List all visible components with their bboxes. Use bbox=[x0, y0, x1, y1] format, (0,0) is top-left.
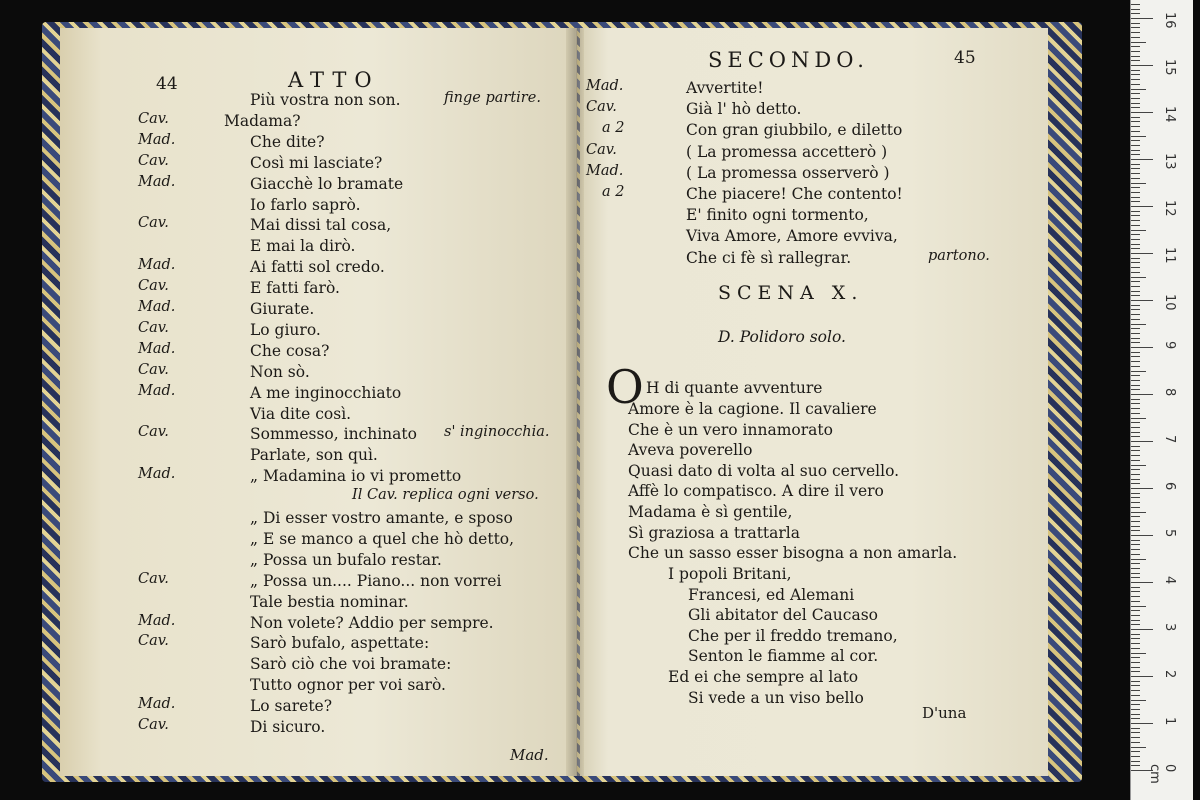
ruler-tick bbox=[1131, 244, 1140, 245]
ruler-tick bbox=[1131, 465, 1146, 466]
ruler-tick bbox=[1131, 267, 1140, 268]
ruler-label: 14 bbox=[1162, 106, 1177, 123]
ruler-tick bbox=[1131, 638, 1140, 639]
stage-direction: finge partire. bbox=[444, 90, 541, 106]
ruler-tick bbox=[1131, 606, 1146, 607]
ruler-tick bbox=[1131, 168, 1140, 169]
ruler-tick bbox=[1131, 277, 1146, 278]
ruler-tick bbox=[1131, 728, 1140, 729]
ruler-tick bbox=[1131, 27, 1140, 28]
ruler-tick bbox=[1131, 436, 1140, 437]
ruler-tick bbox=[1131, 117, 1140, 118]
verse-line: Viva Amore, Amore evviva, bbox=[686, 227, 898, 246]
ruler-tick bbox=[1131, 479, 1140, 480]
ruler-tick bbox=[1131, 37, 1140, 38]
ruler-tick bbox=[1131, 291, 1140, 292]
speaker-label: Cav. bbox=[138, 717, 169, 733]
ruler-tick bbox=[1131, 74, 1140, 75]
prose-line: Affè lo compatisco. A dire il vero bbox=[628, 482, 884, 501]
verse-line: Di sicuro. bbox=[250, 718, 326, 736]
verse-line: Giacchè lo bramate bbox=[250, 174, 404, 193]
left-page-header: ATTO bbox=[288, 68, 380, 92]
ruler-tick bbox=[1131, 474, 1140, 475]
ruler-tick bbox=[1131, 427, 1140, 428]
ruler-tick bbox=[1131, 230, 1146, 231]
verse-line: Mai dissi tal cosa, bbox=[250, 216, 392, 235]
speaker-label: Cav. bbox=[138, 215, 169, 232]
verse-line: Sommesso, inchinato bbox=[250, 425, 417, 444]
ruler-tick bbox=[1131, 89, 1146, 90]
ruler-tick bbox=[1131, 352, 1140, 353]
ruler-tick bbox=[1131, 723, 1153, 724]
verse-line: E fatti farò. bbox=[250, 279, 340, 298]
ruler-tick bbox=[1131, 342, 1140, 343]
verse-line: Lo giuro. bbox=[250, 320, 321, 339]
speaker-label: a 2 bbox=[602, 184, 625, 200]
verse-line: Che cosa? bbox=[250, 341, 330, 360]
verse-line: Non volete? Addio per sempre. bbox=[250, 613, 494, 632]
ruler-tick bbox=[1131, 455, 1140, 456]
ruler-tick bbox=[1131, 493, 1140, 494]
ruler-tick bbox=[1131, 544, 1140, 545]
ruler-label: 9 bbox=[1162, 341, 1177, 350]
ruler-label: 12 bbox=[1162, 200, 1177, 217]
ruler-tick bbox=[1131, 450, 1140, 451]
ruler-tick bbox=[1131, 375, 1140, 376]
ruler-tick bbox=[1131, 629, 1153, 630]
speaker-label: Mad. bbox=[138, 466, 176, 483]
verse-line: ( La promessa osserverò ) bbox=[686, 163, 890, 182]
ruler-tick bbox=[1131, 408, 1140, 409]
ruler-tick bbox=[1131, 732, 1140, 733]
speaker-label: Cav. bbox=[586, 141, 617, 158]
speaker-label: a 2 bbox=[602, 120, 625, 137]
speaker-label: Mad. bbox=[138, 131, 176, 148]
verse-line: Che piacere! Che contento! bbox=[686, 185, 903, 203]
measuring-ruler bbox=[1130, 0, 1193, 800]
verse-line: I popoli Britani, bbox=[668, 565, 792, 583]
speaker-label: Cav. bbox=[138, 152, 169, 169]
ruler-tick bbox=[1131, 662, 1140, 663]
verse-line: Che per il freddo tremano, bbox=[688, 626, 898, 645]
speaker-label: Cav. bbox=[586, 99, 617, 116]
speaker-label: Cav. bbox=[138, 361, 169, 378]
ruler-tick bbox=[1131, 751, 1140, 752]
ruler-tick bbox=[1131, 610, 1140, 611]
speaker-label: Cav. bbox=[138, 633, 169, 650]
ruler-tick bbox=[1131, 742, 1140, 743]
speaker-label: Cav. bbox=[138, 110, 169, 127]
verse-line: ( La promessa accetterò ) bbox=[686, 142, 888, 161]
prose-line: Amore è la cagione. Il cavaliere bbox=[628, 400, 877, 418]
verse-line: Ed ei che sempre al lato bbox=[668, 668, 859, 686]
verse-line: E mai la dirò. bbox=[250, 237, 356, 256]
speaker-label: Cav. bbox=[138, 424, 169, 441]
ruler-tick bbox=[1131, 695, 1140, 696]
verse-line: „ Possa un.... Piano... non vorrei bbox=[250, 571, 502, 590]
right-page-header: SECONDO. bbox=[708, 48, 869, 72]
ruler-tick bbox=[1131, 32, 1140, 33]
speaker-label: Mad. bbox=[138, 299, 176, 315]
ruler-tick bbox=[1131, 432, 1140, 433]
ruler-tick bbox=[1131, 765, 1140, 766]
ruler-tick bbox=[1131, 65, 1153, 66]
ruler-tick bbox=[1131, 187, 1140, 188]
prose-line: Quasi dato di volta al suo cervello. bbox=[628, 461, 900, 480]
verse-line: Sarò ciò che voi bramate: bbox=[250, 655, 452, 674]
verse-line: „ E se manco a quel che hò detto, bbox=[250, 529, 515, 548]
ruler-tick bbox=[1131, 107, 1140, 108]
speaker-label: Mad. bbox=[138, 382, 176, 399]
ruler-tick bbox=[1131, 563, 1140, 564]
prose-line: Aveva poverello bbox=[628, 441, 753, 460]
ruler-tick bbox=[1131, 502, 1140, 503]
ruler-tick bbox=[1131, 460, 1140, 461]
ruler-tick bbox=[1131, 239, 1140, 240]
stage-direction: s' inginocchia. bbox=[444, 424, 550, 441]
ruler-tick bbox=[1131, 667, 1140, 668]
ruler-tick bbox=[1131, 183, 1146, 184]
prose-line: Madama è sì gentile, bbox=[628, 503, 793, 521]
ruler-tick bbox=[1131, 657, 1140, 658]
ruler-tick bbox=[1131, 747, 1146, 748]
ruler-tick bbox=[1131, 159, 1153, 160]
ruler-tick bbox=[1131, 338, 1140, 339]
ruler-tick bbox=[1131, 56, 1140, 57]
ruler-tick bbox=[1131, 389, 1140, 390]
ruler-tick bbox=[1131, 103, 1140, 104]
ruler-tick bbox=[1131, 220, 1140, 221]
ruler-tick bbox=[1131, 70, 1140, 71]
ruler-label: 1 bbox=[1162, 717, 1177, 726]
book-gutter bbox=[566, 28, 584, 776]
ruler-label: 10 bbox=[1162, 294, 1177, 311]
verse-line: Che ci fè sì rallegrar. bbox=[686, 248, 852, 267]
ruler-tick bbox=[1131, 399, 1140, 400]
verse-line: E' finito ogni tormento, bbox=[686, 206, 869, 225]
ruler-tick bbox=[1131, 112, 1153, 113]
verse-line: „ Madamina io vi prometto bbox=[250, 467, 462, 486]
verse-line: Più vostra non son. bbox=[250, 91, 401, 109]
ruler-tick bbox=[1131, 418, 1146, 419]
speaker-label: Mad. bbox=[586, 78, 624, 94]
ruler-tick bbox=[1131, 483, 1140, 484]
ruler-label: 2 bbox=[1162, 670, 1177, 679]
ruler-tick bbox=[1131, 700, 1146, 701]
verse-line: Io farlo saprò. bbox=[250, 195, 361, 214]
ruler-label: 6 bbox=[1162, 482, 1177, 491]
speaker-label: Cav. bbox=[138, 319, 169, 336]
ruler-tick bbox=[1131, 253, 1153, 254]
right-page bbox=[580, 28, 1048, 776]
ruler-tick bbox=[1131, 347, 1153, 348]
ruler-tick bbox=[1131, 709, 1140, 710]
ruler-tick bbox=[1131, 361, 1140, 362]
ruler-tick bbox=[1131, 136, 1146, 137]
ruler-tick bbox=[1131, 643, 1140, 644]
ruler-tick bbox=[1131, 704, 1140, 705]
ruler-tick bbox=[1131, 225, 1140, 226]
ruler-tick bbox=[1131, 596, 1140, 597]
verse-line: Così mi lasciate? bbox=[250, 153, 383, 172]
ruler-tick bbox=[1131, 300, 1153, 301]
ruler-tick bbox=[1131, 718, 1140, 719]
ruler-tick bbox=[1131, 671, 1140, 672]
ruler-label: 16 bbox=[1162, 12, 1177, 29]
ruler-tick bbox=[1131, 559, 1146, 560]
speaker-label: Cav. bbox=[138, 570, 169, 587]
ruler-tick bbox=[1131, 568, 1140, 569]
left-page-number: 44 bbox=[156, 74, 178, 94]
ruler-tick bbox=[1131, 258, 1140, 259]
ruler-tick bbox=[1131, 309, 1140, 310]
prose-first-line: H di quante avventure bbox=[646, 379, 823, 397]
ruler-tick bbox=[1131, 42, 1146, 43]
ruler-tick bbox=[1131, 234, 1140, 235]
ruler-tick bbox=[1131, 328, 1140, 329]
ruler-tick bbox=[1131, 380, 1140, 381]
ruler-tick bbox=[1131, 93, 1140, 94]
ruler-tick bbox=[1131, 319, 1140, 320]
ruler-tick bbox=[1131, 201, 1140, 202]
ruler-tick bbox=[1131, 469, 1140, 470]
verse-line: Tutto ognor per voi sarò. bbox=[250, 676, 446, 695]
ruler-tick bbox=[1131, 178, 1140, 179]
ruler-tick bbox=[1131, 140, 1140, 141]
ruler-tick bbox=[1131, 126, 1140, 127]
ruler-tick bbox=[1131, 573, 1140, 574]
verse-line: Francesi, ed Alemani bbox=[688, 585, 855, 604]
ruler-tick bbox=[1131, 530, 1140, 531]
speaker-label: Mad. bbox=[138, 612, 176, 629]
ruler-tick bbox=[1131, 60, 1140, 61]
ruler-label: 7 bbox=[1162, 435, 1177, 444]
ruler-tick bbox=[1131, 648, 1140, 649]
ruler-tick bbox=[1131, 154, 1140, 155]
verse-line: Sarò bufalo, aspettate: bbox=[250, 634, 430, 653]
ruler-label: 11 bbox=[1162, 247, 1177, 264]
ruler-label: 0 cm bbox=[1147, 764, 1177, 784]
ruler-tick bbox=[1131, 356, 1140, 357]
ruler-tick bbox=[1131, 286, 1140, 287]
verse-line: Giurate. bbox=[250, 300, 315, 318]
ruler-tick bbox=[1131, 516, 1140, 517]
ruler-tick bbox=[1131, 521, 1140, 522]
speaker-label: Mad. bbox=[138, 257, 176, 274]
ruler-tick bbox=[1131, 620, 1140, 621]
ruler-tick bbox=[1131, 591, 1140, 592]
ruler-tick bbox=[1131, 371, 1146, 372]
ruler-tick bbox=[1131, 131, 1140, 132]
ruler-tick bbox=[1131, 737, 1140, 738]
left-catchword: Mad. bbox=[510, 746, 549, 764]
scene-subtitle: D. Polidoro solo. bbox=[718, 328, 846, 346]
ruler-tick bbox=[1131, 615, 1140, 616]
ruler-tick bbox=[1131, 422, 1140, 423]
ruler-tick bbox=[1131, 653, 1146, 654]
ruler-label: 5 bbox=[1162, 529, 1177, 538]
verse-line: Lo sarete? bbox=[250, 697, 333, 716]
ruler-tick bbox=[1131, 582, 1153, 583]
verse-line: Madama? bbox=[224, 111, 301, 130]
verse-line: „ Di esser vostro amante, e sposo bbox=[250, 509, 513, 527]
prose-line: Che un sasso esser bisogna a non amarla. bbox=[628, 544, 958, 563]
ruler-tick bbox=[1131, 577, 1140, 578]
ruler-tick bbox=[1131, 262, 1140, 263]
ruler-tick bbox=[1131, 281, 1140, 282]
verse-line: Non sò. bbox=[250, 362, 310, 381]
right-page-number: 45 bbox=[954, 48, 976, 68]
ruler-tick bbox=[1131, 295, 1140, 296]
verse-line: Tale bestia nominar. bbox=[250, 592, 409, 611]
right-catchword: D'una bbox=[922, 704, 967, 722]
ruler-tick bbox=[1131, 272, 1140, 273]
verse-line: Già l' hò detto. bbox=[686, 100, 802, 119]
ruler-tick bbox=[1131, 413, 1140, 414]
ruler-tick bbox=[1131, 394, 1153, 395]
ruler-label: 15 bbox=[1162, 59, 1177, 76]
verse-line: Via dite così. bbox=[250, 404, 352, 423]
speaker-label: Cav. bbox=[138, 278, 169, 295]
ruler-tick bbox=[1131, 385, 1140, 386]
ruler-tick bbox=[1131, 535, 1153, 536]
ruler-tick bbox=[1131, 248, 1140, 249]
ruler-tick bbox=[1131, 690, 1140, 691]
verse-line: Gli abitator del Caucaso bbox=[688, 606, 878, 625]
ruler-tick bbox=[1131, 13, 1140, 14]
ruler-tick bbox=[1131, 507, 1140, 508]
ruler-tick bbox=[1131, 18, 1153, 19]
ruler-label: 3 bbox=[1162, 623, 1177, 632]
ruler-tick bbox=[1131, 681, 1140, 682]
ruler-tick bbox=[1131, 526, 1140, 527]
ruler-tick bbox=[1131, 497, 1140, 498]
ruler-tick bbox=[1131, 554, 1140, 555]
ruler-tick bbox=[1131, 333, 1140, 334]
ruler-tick bbox=[1131, 46, 1140, 47]
verse-line: Senton le fiamme al cor. bbox=[688, 647, 879, 666]
ruler-tick bbox=[1131, 366, 1140, 367]
ruler-tick bbox=[1131, 98, 1140, 99]
ruler-tick bbox=[1131, 761, 1140, 762]
verse-line: „ Possa un bufalo restar. bbox=[250, 550, 442, 569]
ruler-tick bbox=[1131, 305, 1140, 306]
ruler-label: 13 bbox=[1162, 153, 1177, 170]
ruler-label: 8 bbox=[1162, 388, 1177, 397]
verse-line: Che dite? bbox=[250, 132, 325, 151]
verse-line: Con gran giubbilo, e diletto bbox=[686, 121, 903, 140]
ruler-tick bbox=[1131, 211, 1140, 212]
ruler-tick bbox=[1131, 324, 1146, 325]
ruler-tick bbox=[1131, 601, 1140, 602]
ruler-tick bbox=[1131, 192, 1140, 193]
ruler-tick bbox=[1131, 488, 1153, 489]
ruler-tick bbox=[1131, 441, 1153, 442]
ruler-tick bbox=[1131, 714, 1140, 715]
ruler-tick bbox=[1131, 540, 1140, 541]
ruler-tick bbox=[1131, 634, 1140, 635]
ruler-tick bbox=[1131, 23, 1140, 24]
ruler-tick bbox=[1131, 756, 1140, 757]
left-page bbox=[60, 28, 577, 776]
ruler-tick bbox=[1131, 145, 1140, 146]
ruler-tick bbox=[1131, 624, 1140, 625]
verse-line: A me inginocchiato bbox=[250, 383, 402, 402]
ruler-tick bbox=[1131, 9, 1140, 10]
scene-title: SCENA X. bbox=[718, 282, 864, 304]
verse-line: Parlate, son quì. bbox=[250, 446, 378, 465]
ruler-tick bbox=[1131, 676, 1153, 677]
verse-line: Ai fatti sol credo. bbox=[250, 258, 385, 277]
speaker-label: Mad. bbox=[586, 162, 624, 179]
verse-line: Avvertite! bbox=[686, 79, 764, 97]
speaker-label: Mad. bbox=[138, 173, 176, 190]
ruler-tick bbox=[1131, 314, 1140, 315]
prose-line: Sì graziosa a trattarla bbox=[628, 523, 801, 542]
ruler-tick bbox=[1131, 51, 1140, 52]
ruler-tick bbox=[1131, 403, 1140, 404]
ruler-tick bbox=[1131, 121, 1140, 122]
ruler-tick bbox=[1131, 79, 1140, 80]
ruler-tick bbox=[1131, 84, 1140, 85]
ruler-tick bbox=[1131, 549, 1140, 550]
ruler-label: 4 bbox=[1162, 576, 1177, 585]
ruler-tick bbox=[1131, 215, 1140, 216]
drop-cap: O bbox=[606, 360, 644, 414]
speaker-label: Mad. bbox=[138, 340, 176, 357]
ruler-tick bbox=[1131, 206, 1153, 207]
ruler-tick bbox=[1131, 685, 1140, 686]
ruler-tick bbox=[1131, 512, 1146, 513]
ruler-tick bbox=[1131, 587, 1140, 588]
ruler-tick bbox=[1131, 150, 1140, 151]
ruler-tick bbox=[1131, 173, 1140, 174]
speaker-label: Mad. bbox=[138, 696, 176, 713]
stage-direction: Il Cav. replica ogni verso. bbox=[352, 487, 539, 504]
ruler-tick bbox=[1131, 4, 1140, 5]
prose-line: Che è un vero innamorato bbox=[628, 420, 833, 439]
verse-line: Si vede a un viso bello bbox=[688, 688, 864, 707]
stage-direction: partono. bbox=[928, 247, 990, 264]
ruler-tick bbox=[1131, 164, 1140, 165]
ruler-tick bbox=[1131, 446, 1140, 447]
ruler-tick bbox=[1131, 197, 1140, 198]
